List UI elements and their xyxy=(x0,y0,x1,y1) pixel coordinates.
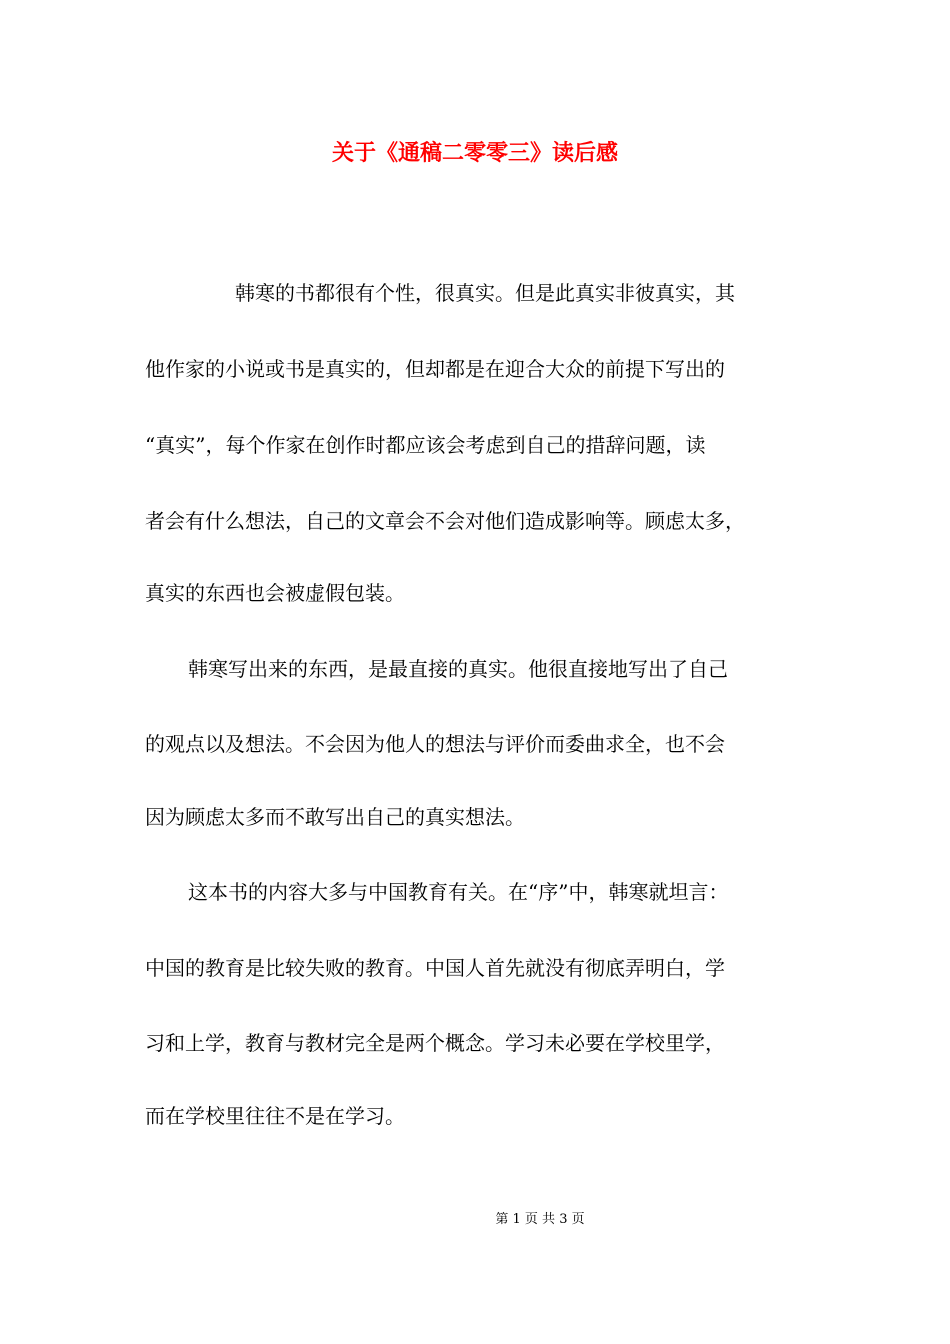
body-line: 真实的东西也会被虚假包装。 xyxy=(145,581,405,605)
body-line: 者会有什么想法，自己的文章会不会对他们造成影响等。顾虑太多， xyxy=(145,509,745,533)
body-line: 韩寒写出来的东西，是最直接的真实。他很直接地写出了自己 xyxy=(188,657,728,681)
body-line: “真实”，每个作家在创作时都应该会考虑到自己的措辞问题，读 xyxy=(145,433,706,457)
body-line: 他作家的小说或书是真实的，但却都是在迎合大众的前提下写出的 xyxy=(145,357,725,381)
body-line: 这本书的内容大多与中国教育有关。在“序”中，韩寒就坦言： xyxy=(188,880,729,904)
document-title: 关于《通稿二零零三》读后感 xyxy=(331,140,618,166)
body-line: 而在学校里往往不是在学习。 xyxy=(145,1104,405,1128)
body-line: 因为顾虑太多而不敢写出自己的真实想法。 xyxy=(145,805,525,829)
body-line: 中国的教育是比较失败的教育。中国人首先就没有彻底弄明白，学 xyxy=(145,956,725,980)
page-number: 第 1 页 共 3 页 xyxy=(495,1212,585,1227)
body-line: 韩寒的书都很有个性，很真实。但是此真实非彼真实，其 xyxy=(235,281,735,305)
body-line: 的观点以及想法。不会因为他人的想法与评价而委曲求全，也不会 xyxy=(145,732,725,756)
body-line: 习和上学，教育与教材完全是两个概念。学习未必要在学校里学， xyxy=(145,1031,725,1055)
